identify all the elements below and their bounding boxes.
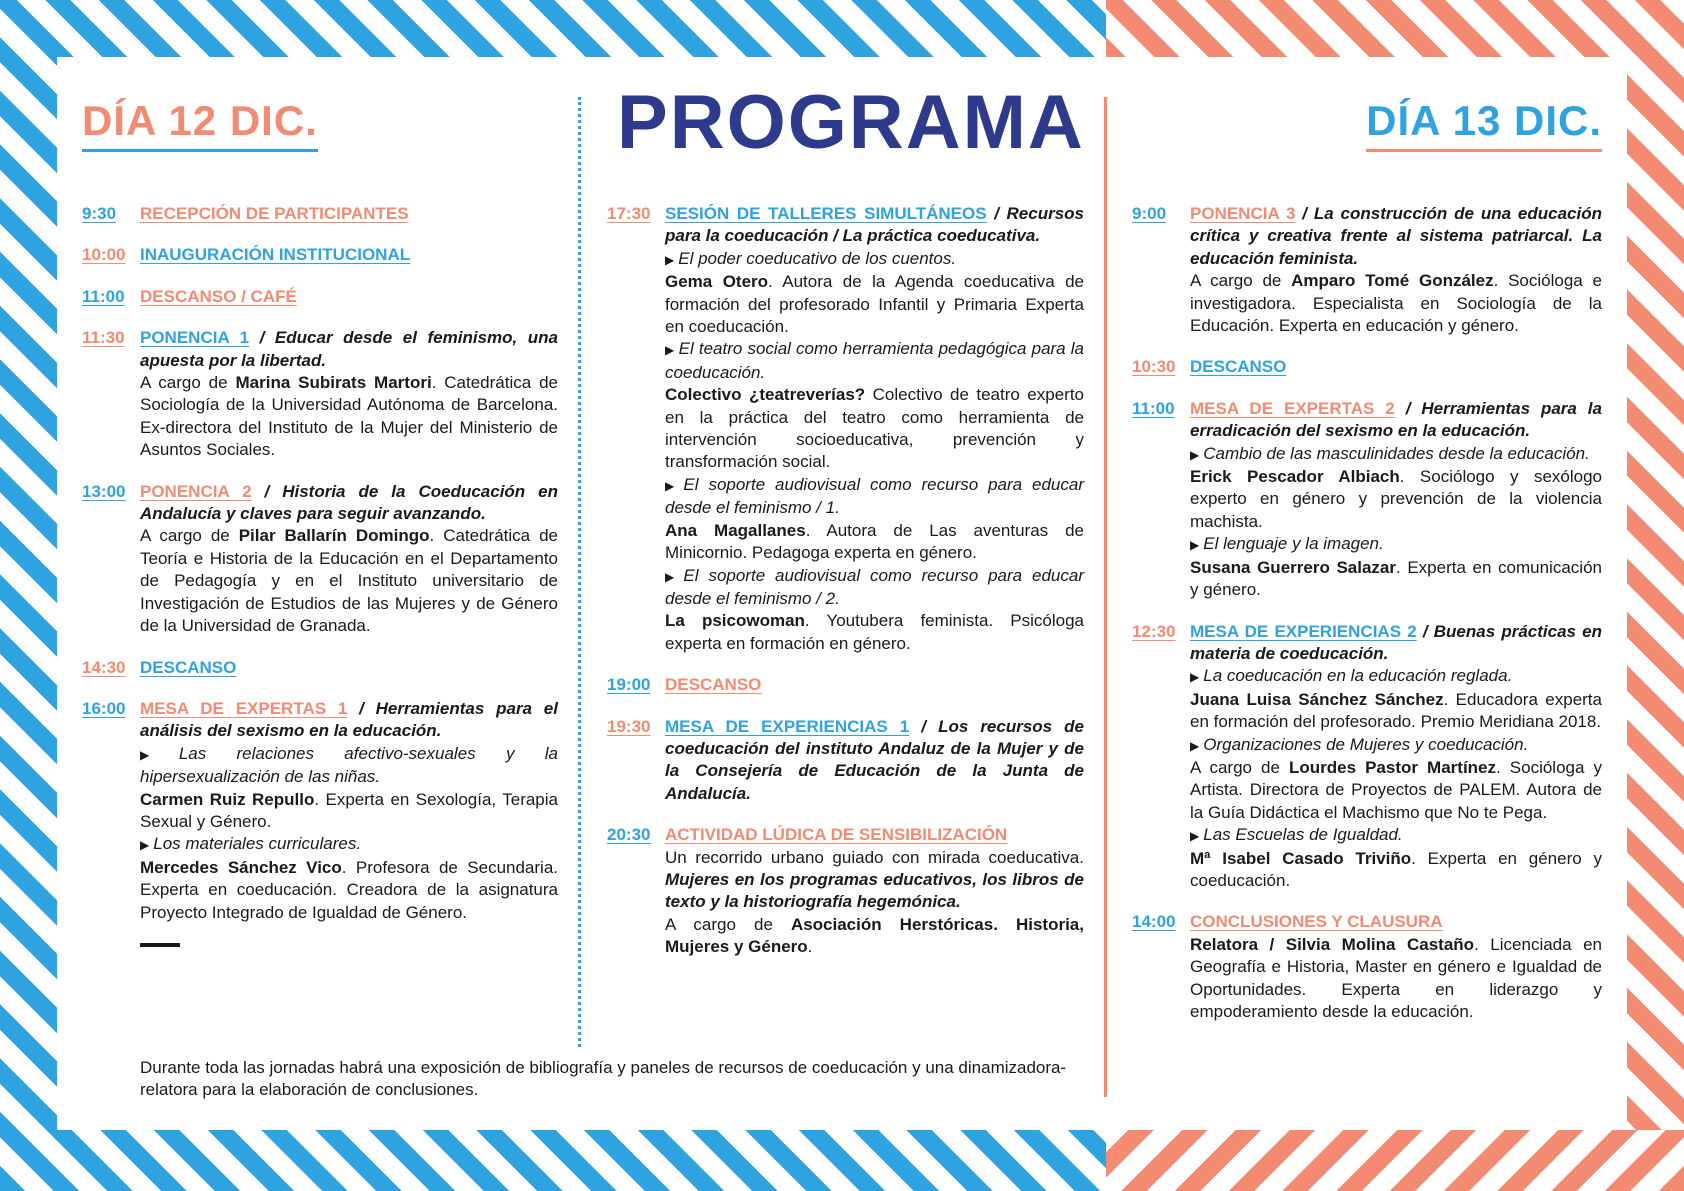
triangle-bullet-icon: ▶ bbox=[140, 747, 175, 762]
schedule-item bbox=[607, 716, 1084, 806]
schedule-subtitle: Herramientas para la erradicación del sexismo en la educación. bbox=[1190, 398, 1602, 441]
schedule-column-day-13 bbox=[1132, 203, 1602, 1042]
detail-emphasis: Mujeres en los programas educativos, los libros de texto y la historiografía hegemónica. bbox=[665, 869, 1084, 912]
schedule-item bbox=[82, 286, 558, 308]
schedule-detail bbox=[665, 847, 1084, 914]
schedule-detail bbox=[665, 474, 1084, 520]
schedule-heading: MESA DE EXPERIENCIAS 1 bbox=[665, 716, 910, 736]
topic-title: Cambio de las masculinidades desde la educación. bbox=[1203, 443, 1590, 463]
schedule-detail bbox=[140, 789, 558, 834]
schedule-body bbox=[1190, 621, 1602, 893]
schedule-detail bbox=[665, 338, 1084, 384]
schedule-detail bbox=[140, 372, 558, 462]
schedule-item bbox=[82, 327, 558, 461]
detail-text: . Autora de Las aventuras de Minicornio. Pedagoga experta en género. bbox=[665, 520, 1084, 563]
schedule-heading: DESCANSO / CAFÉ bbox=[140, 286, 297, 306]
slash-separator: / bbox=[359, 698, 376, 718]
schedule-detail bbox=[1190, 557, 1602, 602]
topic-title: El poder coeducativo de los cuentos. bbox=[678, 248, 957, 268]
day-right-title: DÍA 13 DIC. bbox=[1366, 97, 1602, 152]
schedule-time: 9:30 bbox=[82, 204, 117, 223]
slash-separator: / bbox=[994, 204, 1007, 223]
topic-title: Organizaciones de Mujeres y coeducación. bbox=[1203, 734, 1529, 754]
topic-title: El teatro social como herramienta pedagógica para la coeducación. bbox=[665, 339, 1084, 382]
speaker-name: Relatora / Silvia Molina Castaño bbox=[1190, 934, 1475, 954]
schedule-time: 14:00 bbox=[1132, 912, 1176, 932]
speaker-name: Colectivo ¿teatreverías? bbox=[665, 385, 866, 405]
detail-text: . Experta en género y coeducación. bbox=[1190, 848, 1602, 890]
schedule-body bbox=[665, 674, 1084, 696]
schedule-detail bbox=[1190, 934, 1602, 1024]
schedule-body bbox=[1190, 203, 1602, 337]
schedule-detail bbox=[1190, 848, 1602, 893]
schedule-detail bbox=[1190, 734, 1602, 757]
detail-text: . Profesora de Secundaria. Experta en coeducación. Creadora de la asignatura Proyecto Integrado de Igualdad de Género. bbox=[140, 857, 559, 922]
schedule-body bbox=[140, 698, 558, 924]
detail-prefix: Un recorrido urbano guiado con mirada coeducativa. bbox=[665, 847, 1084, 867]
schedule-body bbox=[665, 203, 1084, 655]
schedule-body bbox=[1190, 356, 1602, 378]
topic-title: Los materiales curriculares. bbox=[153, 834, 362, 854]
schedule-detail bbox=[140, 833, 558, 856]
detail-text: . Catedrática de Sociología de la Universidad Autónoma de Barcelona. Ex-directora del Instituto de la Mujer del Ministerio de Asuntos Sociales. bbox=[140, 373, 558, 460]
schedule-subtitle: Historia de la Coeducación en Andalucía y claves para seguir avanzando. bbox=[140, 481, 558, 524]
schedule-column-day-12-afternoon bbox=[607, 203, 1084, 978]
schedule-body bbox=[140, 481, 558, 638]
schedule-subtitle: Herramientas para el análisis del sexismo en la educación. bbox=[140, 698, 558, 741]
schedule-detail bbox=[1190, 757, 1602, 824]
schedule-heading: DESCANSO bbox=[140, 657, 237, 677]
speaker-name: Lourdes Pastor Martínez bbox=[1288, 757, 1497, 777]
slash-separator: / bbox=[921, 716, 939, 736]
detail-prefix: A cargo de bbox=[1190, 271, 1292, 291]
schedule-detail bbox=[1190, 665, 1602, 688]
schedule-detail bbox=[665, 520, 1084, 565]
schedule-heading: DESCANSO bbox=[665, 675, 762, 695]
schedule-time: 10:30 bbox=[1132, 357, 1176, 377]
detail-text: . Autora de la Agenda coeducativa de formación del profesorado Infantil y Primaria Experta en coeducación. bbox=[665, 272, 1084, 337]
schedule-time: 19:00 bbox=[607, 675, 651, 695]
schedule-detail bbox=[665, 565, 1084, 611]
schedule-body bbox=[140, 203, 558, 225]
schedule-heading: MESA DE EXPERTAS 1 bbox=[140, 698, 348, 718]
schedule-item bbox=[82, 203, 558, 225]
schedule-time: 11:00 bbox=[1132, 398, 1175, 418]
schedule-detail bbox=[1190, 689, 1602, 734]
schedule-heading: PONENCIA 2 bbox=[140, 481, 252, 501]
detail-text: . Socióloga y Artista. Directora de Proyectos de PALEM. Autora de la Guía Didáctica el Machismo que No te Pega. bbox=[1190, 757, 1602, 822]
schedule-item bbox=[82, 481, 558, 638]
program-card bbox=[57, 57, 1627, 1130]
speaker-name: Asociación Herstóricas. Historia, Mujeres y Género bbox=[665, 914, 1084, 957]
slash-separator: / bbox=[264, 481, 283, 501]
schedule-item bbox=[607, 824, 1084, 958]
schedule-body bbox=[140, 244, 558, 266]
schedule-time: 11:00 bbox=[82, 286, 125, 306]
triangle-bullet-icon: ▶ bbox=[1190, 738, 1200, 753]
end-dash-divider bbox=[140, 943, 180, 947]
schedule-heading: PONENCIA 3 bbox=[1190, 204, 1296, 223]
page-title: PROGRAMA bbox=[617, 80, 1085, 165]
schedule-time: 17:30 bbox=[607, 204, 651, 223]
schedule-time: 12:30 bbox=[1132, 621, 1176, 641]
stripe-border-coral-bottom bbox=[1106, 1130, 1684, 1191]
speaker-name: Marina Subirats Martori bbox=[235, 373, 432, 393]
schedule-heading: CONCLUSIONES Y CLAUSURA bbox=[1190, 912, 1443, 932]
speaker-name: La psicowoman bbox=[665, 611, 805, 631]
schedule-time: 16:00 bbox=[82, 698, 126, 718]
detail-text: . Experta en Sexología, Terapia Sexual y Género. bbox=[140, 789, 558, 831]
detail-text: . bbox=[807, 937, 813, 957]
speaker-name: Juana Luisa Sánchez Sánchez bbox=[1190, 689, 1444, 709]
speaker-name: Gema Otero bbox=[665, 272, 769, 292]
topic-title: La coeducación en la educación reglada. bbox=[1203, 666, 1513, 686]
schedule-detail bbox=[1190, 466, 1602, 533]
schedule-detail bbox=[1190, 270, 1602, 337]
speaker-name: Carmen Ruiz Repullo bbox=[140, 789, 315, 809]
schedule-item bbox=[82, 244, 558, 266]
detail-prefix: A cargo de bbox=[140, 373, 236, 393]
detail-text: . Catedrática de Teoría e Historia de la Educación en el Departamento de Pedagogía y en el Instituto universitario de Investigación de Estudios de las Mujeres y de Género de la Universidad de Granada. bbox=[140, 526, 559, 636]
schedule-detail bbox=[665, 248, 1084, 271]
detail-text: Colectivo de teatro experto en la práctica del teatro como herramienta de intervención socioeducativa, prevención y transformación social. bbox=[665, 385, 1084, 472]
schedule-time: 20:30 bbox=[607, 825, 651, 845]
topic-title: El soporte audiovisual como recurso para educar desde el feminismo / 1. bbox=[665, 474, 1084, 518]
detail-text: . Educadora experta en formación del profesorado. Premio Meridiana 2018. bbox=[1190, 689, 1602, 732]
schedule-detail bbox=[665, 914, 1084, 959]
schedule-heading: ACTIVIDAD LÚDICA DE SENSIBILIZACIÓN bbox=[665, 825, 1008, 845]
detail-text: . Experta en comunicación y género. bbox=[1190, 557, 1602, 600]
topic-title: El lenguaje y la imagen. bbox=[1203, 534, 1384, 554]
schedule-time: 13:00 bbox=[82, 481, 126, 501]
schedule-detail bbox=[140, 743, 558, 789]
schedule-detail bbox=[665, 384, 1084, 474]
schedule-subtitle: Educar desde el feminismo, una apuesta por la libertad. bbox=[140, 328, 558, 370]
schedule-body bbox=[1190, 911, 1602, 1023]
triangle-bullet-icon: ▶ bbox=[665, 343, 675, 358]
schedule-item bbox=[607, 203, 1084, 655]
schedule-body bbox=[1190, 398, 1602, 602]
schedule-heading: SESIÓN DE TALLERES SIMULTÁNEOS bbox=[665, 204, 987, 223]
schedule-item bbox=[1132, 398, 1602, 602]
day-left-title: DÍA 12 DIC. bbox=[82, 97, 318, 152]
schedule-detail bbox=[1190, 443, 1602, 466]
schedule-detail bbox=[1190, 533, 1602, 556]
triangle-bullet-icon: ▶ bbox=[140, 838, 150, 853]
schedule-body bbox=[140, 327, 558, 461]
schedule-heading: MESA DE EXPERTAS 2 bbox=[1190, 398, 1395, 418]
schedule-body bbox=[665, 824, 1084, 958]
schedule-column-day-12 bbox=[82, 203, 558, 947]
detail-text: . Licenciada en Geografía e Historia, Master en género e Igualdad de Oportunidades. Experta en liderazgo y empoderamiento desde la educación. bbox=[1190, 934, 1602, 1021]
speaker-name: Susana Guerrero Salazar bbox=[1190, 557, 1396, 577]
topic-title: Las Escuelas de Igualdad. bbox=[1203, 825, 1403, 845]
schedule-subtitle: Recursos para la coeducación / La práctica coeducativa. bbox=[665, 204, 1084, 246]
schedule-item bbox=[1132, 911, 1602, 1023]
speaker-name: Ana Magallanes bbox=[665, 520, 806, 540]
topic-title: El soporte audiovisual como recurso para educar desde el feminismo / 2. bbox=[665, 565, 1084, 608]
schedule-heading: MESA DE EXPERIENCIAS 2 bbox=[1190, 621, 1417, 641]
schedule-subtitle: Los recursos de coeducación del instituto Andaluz de la Mujer y de la Consejería de Educación de la Junta de Andalucía. bbox=[665, 716, 1085, 803]
schedule-item bbox=[1132, 621, 1602, 893]
schedule-time: 9:00 bbox=[1132, 204, 1167, 223]
slash-separator: / bbox=[1422, 621, 1434, 641]
detail-prefix: A cargo de bbox=[1190, 757, 1289, 777]
schedule-body bbox=[140, 286, 558, 308]
slash-separator: / bbox=[259, 328, 275, 348]
triangle-bullet-icon: ▶ bbox=[665, 569, 680, 584]
column-divider-dotted bbox=[578, 97, 581, 1047]
schedule-detail bbox=[1190, 824, 1602, 847]
schedule-time: 14:30 bbox=[82, 657, 126, 677]
schedule-detail bbox=[140, 857, 558, 924]
schedule-item bbox=[1132, 203, 1602, 337]
slash-separator: / bbox=[1302, 204, 1314, 223]
schedule-time: 10:00 bbox=[82, 245, 126, 265]
slash-separator: / bbox=[1405, 398, 1422, 418]
schedule-item bbox=[82, 657, 558, 679]
detail-text: . Youtubera feminista. Psicóloga experta en formación en género. bbox=[665, 611, 1085, 653]
triangle-bullet-icon: ▶ bbox=[665, 252, 675, 267]
schedule-heading: RECEPCIÓN DE PARTICIPANTES bbox=[140, 204, 409, 223]
schedule-detail bbox=[665, 610, 1084, 655]
schedule-time: 19:30 bbox=[607, 716, 651, 736]
schedule-detail bbox=[140, 525, 558, 637]
schedule-detail bbox=[665, 271, 1084, 338]
schedule-subtitle: La construcción de una educación crítica y creativa frente al sistema patriarcal. La educación feminista. bbox=[1190, 204, 1602, 268]
detail-text: . Socióloga e investigadora. Especialista en Sociología de la Educación. Experta en educación y género. bbox=[1190, 271, 1602, 336]
topic-title: Las relaciones afectivo-sexuales y la hipersexualización de las niñas. bbox=[140, 743, 558, 787]
schedule-heading: DESCANSO bbox=[1190, 357, 1287, 377]
speaker-name: Mª Isabel Casado Triviño bbox=[1190, 848, 1412, 868]
schedule-item bbox=[1132, 356, 1602, 378]
schedule-heading: PONENCIA 1 bbox=[140, 328, 250, 348]
speaker-name: Mercedes Sánchez Vico bbox=[140, 857, 342, 877]
schedule-heading: INAUGURACIÓN INSTITUCIONAL bbox=[140, 245, 411, 265]
speaker-name: Pilar Ballarín Domingo bbox=[238, 526, 430, 546]
triangle-bullet-icon: ▶ bbox=[665, 478, 680, 493]
schedule-subtitle: Buenas prácticas en materia de coeducación. bbox=[1190, 621, 1602, 663]
footer-note: Durante toda las jornadas habrá una exposición de bibliografía y paneles de recursos de coeducación y una dinamizadora-relatora para la elaboración de conclusiones. bbox=[140, 1058, 1067, 1100]
triangle-bullet-icon: ▶ bbox=[1190, 447, 1200, 462]
triangle-bullet-icon: ▶ bbox=[1190, 538, 1200, 553]
speaker-name: Erick Pescador Albiach bbox=[1190, 467, 1400, 487]
triangle-bullet-icon: ▶ bbox=[1190, 670, 1200, 685]
schedule-time: 11:30 bbox=[82, 328, 125, 348]
detail-text: . Sociólogo y sexólogo experto en género y prevención de la violencia machista. bbox=[1190, 467, 1602, 531]
schedule-item bbox=[82, 698, 558, 924]
schedule-body bbox=[140, 657, 558, 679]
speaker-name: Amparo Tomé González bbox=[1291, 271, 1494, 291]
detail-prefix: A cargo de bbox=[140, 526, 239, 546]
detail-prefix: A cargo de bbox=[665, 914, 791, 934]
column-divider-solid bbox=[1104, 97, 1107, 1097]
schedule-item bbox=[607, 674, 1084, 696]
schedule-body bbox=[665, 716, 1084, 806]
triangle-bullet-icon: ▶ bbox=[1190, 829, 1200, 844]
